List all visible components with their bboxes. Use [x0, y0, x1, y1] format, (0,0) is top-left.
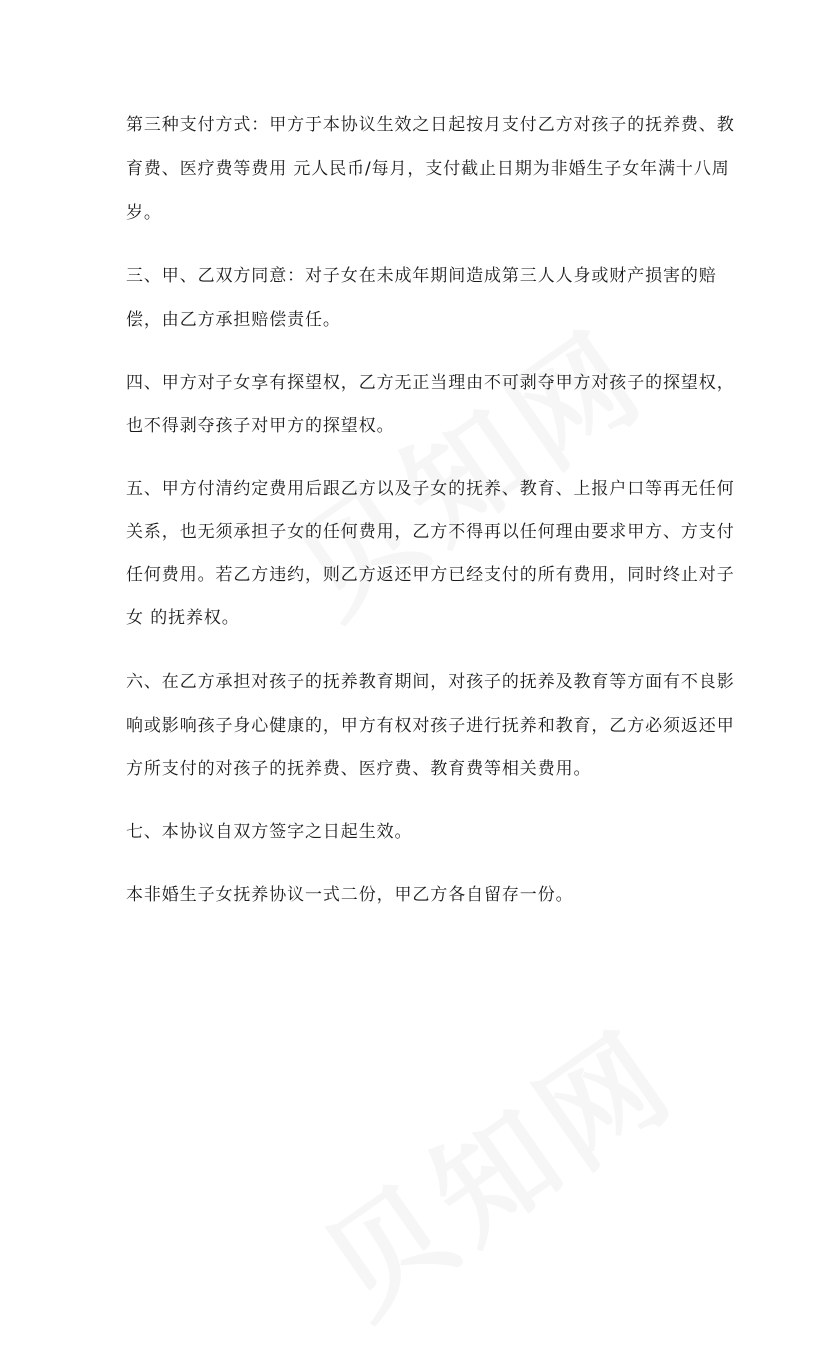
paragraph-line: 偿，由乙方承担赔偿责任。 — [126, 310, 341, 330]
paragraph-line: 七、本协议自双方签字之日起生效。 — [126, 822, 413, 842]
paragraph-line: 岁。 — [126, 203, 162, 223]
paragraph-line: 三、甲、乙双方同意：对子女在未成年期间造成第三人人身或财产损害的赔 — [126, 266, 717, 286]
paragraph-line: 本非婚生子女抚养协议一式二份，甲乙方各自留存一份。 — [126, 885, 574, 905]
paragraph-line: 四、甲方对子女享有探望权，乙方无正当理由不可剥夺甲方对孩子的探望权， — [126, 373, 735, 393]
paragraph-line: 第三种支付方式：甲方于本协议生效之日起按月支付乙方对孩子的抚养费、教 — [126, 115, 735, 135]
paragraph-line: 关系，也无须承担子女的任何费用，乙方不得再以任何理由要求甲方、方支付 — [126, 522, 735, 542]
watermark-top — [256, 284, 674, 649]
watermark-bottom — [286, 984, 704, 1348]
paragraph-line: 育费、医疗费等费用 元人民币/每月，支付截止日期为非婚生子女年满十八周 — [126, 159, 730, 179]
paragraph-line: 女 的抚养权。 — [126, 608, 240, 628]
paragraph-line: 六、在乙方承担对孩子的抚养教育期间，对孩子的抚养及教育等方面有不良影 — [126, 672, 735, 692]
paragraph-line: 五、甲方付清约定费用后跟乙方以及子女的抚养、教育、上报户口等再无任何 — [126, 479, 735, 499]
paragraph-line: 也不得剥夺孩子对甲方的探望权。 — [126, 416, 395, 436]
paragraph-line: 任何费用。若乙方违约，则乙方返还甲方已经支付的所有费用，同时终止对子 — [126, 565, 735, 585]
paragraph-line: 方所支付的对孩子的抚养费、医疗费、教育费等相关费用。 — [126, 759, 592, 779]
paragraph-line: 响或影响孩子身心健康的，甲方有权对孩子进行抚养和教育，乙方必须返还甲 — [126, 716, 735, 736]
